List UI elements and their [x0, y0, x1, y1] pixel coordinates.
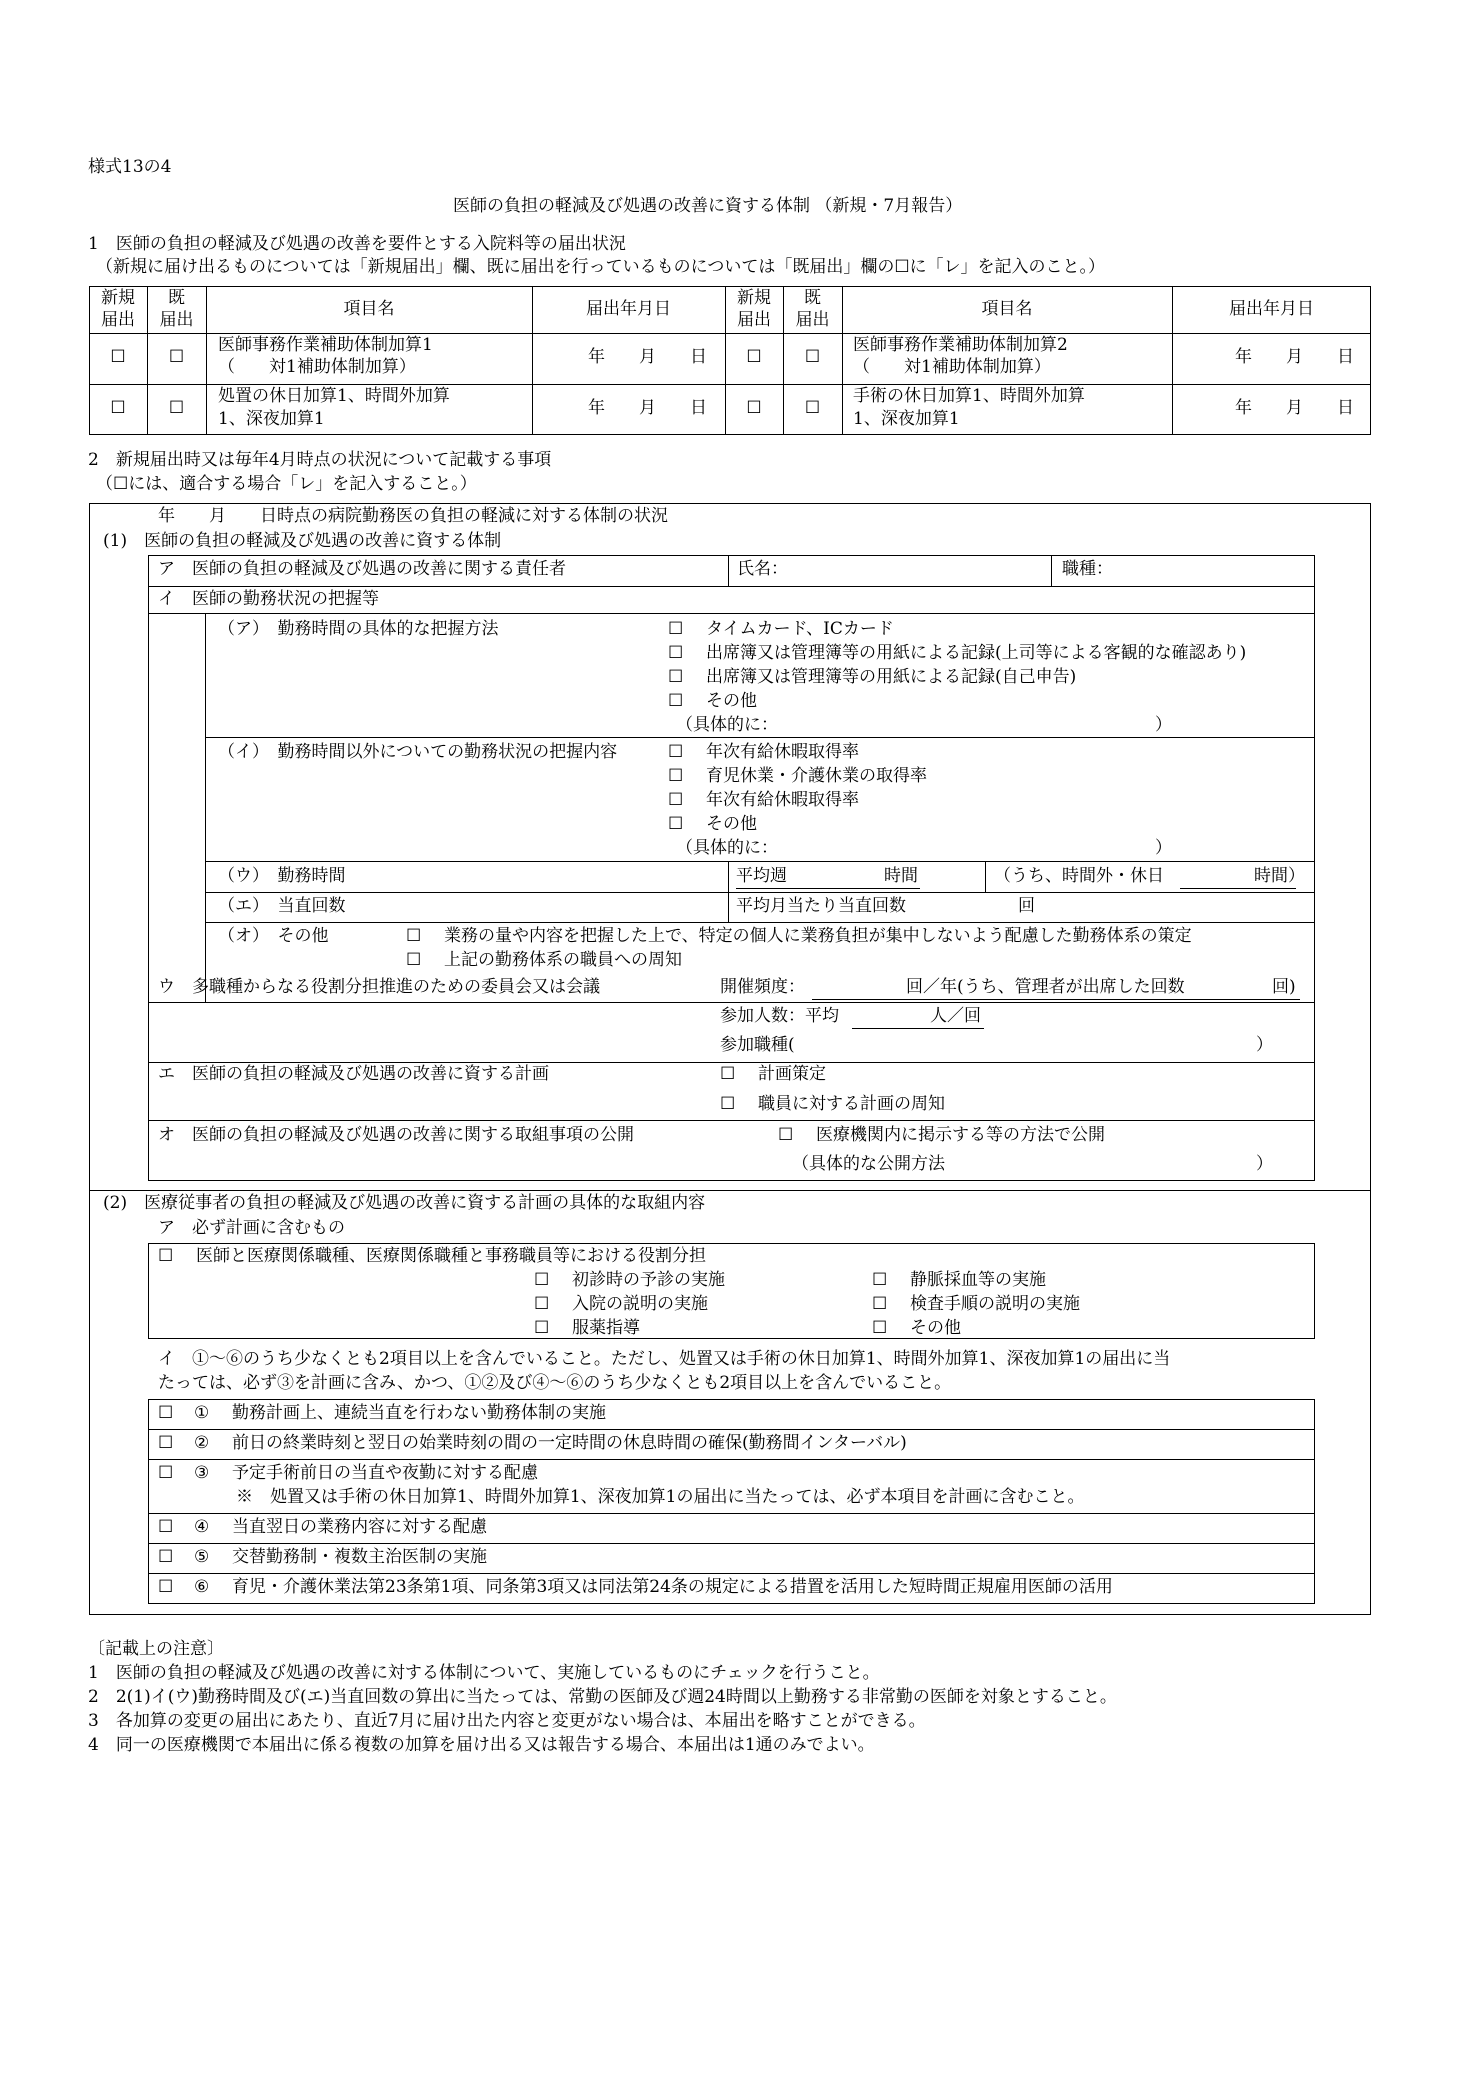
item-name-sub: 1、深夜加算1	[218, 409, 325, 429]
checkbox[interactable]: ☐	[534, 1318, 550, 1338]
responsible-title-field[interactable]: 職種：	[1062, 559, 1113, 579]
checkbox[interactable]: ☐	[158, 1433, 174, 1453]
meeting-frequency-unit[interactable]: 回／年(うち、管理者が出席した回数	[906, 977, 1185, 997]
header-existing-2b: 届出	[795, 310, 830, 330]
existing-checkbox[interactable]: ☐	[168, 398, 185, 418]
plan-item-number: ⑤	[194, 1547, 210, 1567]
checkbox[interactable]: ☐	[158, 1547, 174, 1567]
section1-instruction: （新規に届け出るものについては「新規届出」欄、既に届出を行っているものについては「既届出」欄の☐に「レ」を記入のこと。）	[96, 257, 1106, 277]
option-label: 静脈採血等の実施	[910, 1270, 1046, 1290]
work-hours-label: （ウ） 勤務時間	[218, 866, 346, 886]
participants-unit[interactable]: 人／回	[930, 1006, 981, 1026]
header-new-2: 届出	[101, 310, 135, 330]
section1-heading: 1 医師の負担の軽減及び処遇の改善を要件とする入院料等の届出状況	[88, 234, 626, 254]
item-name-sub: 1、深夜加算1	[853, 409, 960, 429]
item-name: 医師事務作業補助体制加算1	[218, 335, 433, 355]
option-label: 計画策定	[758, 1064, 826, 1084]
plan-item-number: ⑥	[194, 1577, 210, 1597]
required-items-label: ア 必ず計画に含むもの	[158, 1218, 345, 1238]
new-checkbox[interactable]: ☐	[110, 398, 126, 418]
part1-heading: (1) 医師の負担の軽減及び処遇の改善に資する体制	[103, 531, 502, 551]
header-date: 届出年月日	[586, 299, 671, 319]
plan-label: エ 医師の負担の軽減及び処遇の改善に資する計画	[158, 1064, 549, 1084]
checkbox[interactable]: ☐	[406, 926, 422, 946]
existing-checkbox[interactable]: ☐	[804, 347, 821, 367]
option-label: 出席簿又は管理簿等の用紙による記録(自己申告)	[706, 667, 1077, 687]
participant-jobs-field[interactable]: 参加職種(	[720, 1035, 795, 1055]
night-duty-unit[interactable]: 回	[1018, 896, 1035, 916]
header-existing-2: 届出	[159, 310, 194, 330]
responsible-name-field[interactable]: 氏名：	[737, 559, 788, 579]
checkbox[interactable]: ☐	[872, 1294, 888, 1314]
option-label: 服薬指導	[572, 1318, 640, 1338]
plan-item-text: 当直翌日の業務内容に対する配慮	[232, 1517, 487, 1537]
checkbox[interactable]: ☐	[158, 1246, 174, 1266]
night-duty-average: 平均月当たり当直回数	[736, 896, 906, 916]
checkbox[interactable]: ☐	[720, 1094, 736, 1114]
filing-date[interactable]: 年 月 日	[588, 347, 707, 367]
role-sharing-label: 医師と医療関係職種、医療関係職種と事務職員等における役割分担	[196, 1246, 706, 1266]
header-new-2b: 届出	[737, 310, 771, 330]
new-checkbox[interactable]: ☐	[110, 347, 126, 367]
status-date-line[interactable]: 年 月 日時点の病院勤務医の負担の軽減に対する体制の状況	[158, 506, 668, 526]
checkbox[interactable]: ☐	[668, 790, 684, 810]
average-weekly-unit[interactable]: 時間	[884, 866, 918, 886]
checkbox[interactable]: ☐	[158, 1577, 174, 1597]
header-item: 項目名	[343, 299, 395, 319]
checkbox[interactable]: ☐	[668, 619, 684, 639]
option-label: 医療機関内に掲示する等の方法で公開	[816, 1125, 1105, 1145]
close-paren: ）	[1155, 838, 1172, 858]
plan-item-text: 育児・介護休業法第23条第1項、同条第3項又は同法第24条の規定による措置を活用した短時間正規雇用医師の活用	[232, 1577, 1113, 1597]
filing-date[interactable]: 年 月 日	[588, 398, 707, 418]
header-existing-1: 既	[168, 288, 185, 308]
plan-item-number: ④	[194, 1517, 210, 1537]
plan-item-number: ③	[194, 1463, 210, 1483]
checkbox[interactable]: ☐	[668, 742, 684, 762]
average-weekly-label: 平均週	[736, 866, 787, 886]
option-label: その他	[910, 1318, 961, 1338]
option-label: 初診時の予診の実施	[572, 1270, 725, 1290]
option-label: その他	[706, 814, 757, 834]
plan-item-text: 勤務計画上、連続当直を行わない勤務体制の実施	[232, 1403, 606, 1423]
checkbox[interactable]: ☐	[158, 1403, 174, 1423]
header-date-b: 届出年月日	[1229, 299, 1314, 319]
overtime-unit[interactable]: 時間）	[1254, 866, 1305, 886]
checkbox[interactable]: ☐	[534, 1270, 550, 1290]
meeting-frequency-label: 開催頻度：	[720, 977, 805, 997]
option-label: 入院の説明の実施	[572, 1294, 708, 1314]
checkbox[interactable]: ☐	[668, 766, 684, 786]
note-item: 2 2(1)イ(ウ)勤務時間及び(エ)当直回数の算出に当たっては、常勤の医師及び週24時間以上勤務する非常勤の医師を対象とすること。	[88, 1687, 1117, 1707]
form-number: 様式13の4	[88, 157, 172, 177]
specific-field[interactable]: （具体的に：	[676, 715, 778, 735]
header-existing-1b: 既	[804, 288, 821, 308]
option-label: 年次有給休暇取得率	[706, 742, 859, 762]
plan-item-text: 予定手術前日の当直や夜勤に対する配慮	[232, 1463, 538, 1483]
note-item: 3 各加算の変更の届出にあたり、直近7月に届け出た内容と変更がない場合は、本届出を略すことができる。	[88, 1711, 926, 1731]
overtime-label: （うち、時間外・休日	[994, 866, 1164, 886]
committee-label: ウ 多職種からなる役割分担推進のための委員会又は会議	[158, 977, 600, 997]
condition-text-1: イ ①～⑥のうち少なくとも2項目以上を含んでいること。ただし、処置又は手術の休日加算1、時間外加算1、深夜加算1の届出に当	[158, 1349, 1171, 1369]
option-label: 職員に対する計画の周知	[758, 1094, 945, 1114]
night-duty-label: （エ） 当直回数	[218, 896, 346, 916]
disclosure-method-field[interactable]: （具体的な公開方法	[792, 1154, 945, 1174]
option-label: 業務の量や内容を把握した上で、特定の個人に業務負担が集中しないよう配慮した勤務体系の策定	[444, 926, 1192, 946]
checkbox[interactable]: ☐	[872, 1270, 888, 1290]
item-name: 手術の休日加算1、時間外加算	[853, 386, 1085, 406]
work-hours-method-label: （ア） 勤務時間の具体的な把握方法	[218, 619, 499, 639]
notes-heading: 〔記載上の注意〕	[88, 1639, 224, 1659]
close-paren: ）	[1155, 715, 1172, 735]
plan-item-text: 交替勤務制・複数主治医制の実施	[232, 1547, 487, 1567]
filing-date[interactable]: 年 月 日	[1235, 398, 1354, 418]
part2-heading: (2) 医療従事者の負担の軽減及び処遇の改善に資する計画の具体的な取組内容	[103, 1193, 706, 1213]
disclosure-label: オ 医師の負担の軽減及び処遇の改善に関する取組事項の公開	[158, 1125, 634, 1145]
header-new-1: 新規	[101, 288, 135, 308]
checkbox[interactable]: ☐	[534, 1294, 550, 1314]
checkbox[interactable]: ☐	[720, 1064, 736, 1084]
item-name-sub: （ 対1補助体制加算）	[218, 357, 416, 377]
note-item: 4 同一の医療機関で本届出に係る複数の加算を届け出る又は報告する場合、本届出は1通のみでよい。	[88, 1735, 875, 1755]
section2-instruction: （☐には、適合する場合「レ」を記入すること。）	[96, 474, 477, 494]
option-label: 出席簿又は管理簿等の用紙による記録(上司等による客観的な確認あり)	[706, 643, 1247, 663]
participants-label: 参加人数：平均	[720, 1006, 839, 1026]
note-item: 1 医師の負担の軽減及び処遇の改善に対する体制について、実施しているものにチェックを行うこと。	[88, 1663, 880, 1683]
work-status-content-label: （イ） 勤務時間以外についての勤務状況の把握内容	[218, 742, 618, 762]
specific-field[interactable]: （具体的に：	[676, 838, 778, 858]
new-checkbox[interactable]: ☐	[746, 398, 762, 418]
header-new-1b: 新規	[737, 288, 771, 308]
checkbox[interactable]: ☐	[668, 667, 684, 687]
checkbox[interactable]: ☐	[158, 1517, 174, 1537]
existing-checkbox[interactable]: ☐	[168, 347, 185, 367]
filing-date[interactable]: 年 月 日	[1235, 347, 1354, 367]
option-label: 育児休業・介護休業の取得率	[706, 766, 927, 786]
item-name: 医師事務作業補助体制加算2	[853, 335, 1068, 355]
checkbox[interactable]: ☐	[668, 643, 684, 663]
page-title: 医師の負担の軽減及び処遇の改善に資する体制 （新規・7月報告）	[453, 196, 963, 216]
checkbox[interactable]: ☐	[872, 1318, 888, 1338]
option-label: 上記の勤務体系の職員への周知	[444, 950, 682, 970]
other-label: （オ） その他	[218, 926, 329, 946]
plan-item-number: ②	[194, 1433, 210, 1453]
checkbox[interactable]: ☐	[406, 950, 422, 970]
header-item-b: 項目名	[981, 299, 1033, 319]
plan-item-number: ①	[194, 1403, 210, 1423]
checkbox[interactable]: ☐	[668, 691, 684, 711]
plan-item-text: 前日の終業時刻と翌日の始業時刻の間の一定時間の休息時間の確保(勤務間インターバル)	[232, 1433, 907, 1453]
section2-heading: 2 新規届出時又は毎年4月時点の状況について記載する事項	[88, 450, 552, 470]
option-label: 検査手順の説明の実施	[910, 1294, 1080, 1314]
manager-attend-unit[interactable]: 回)	[1272, 977, 1296, 997]
item-name: 処置の休日加算1、時間外加算	[218, 386, 450, 406]
new-checkbox[interactable]: ☐	[746, 347, 762, 367]
close-paren: ）	[1256, 1154, 1273, 1174]
option-label: 年次有給休暇取得率	[706, 790, 859, 810]
plan-item-note: ※ 処置又は手術の休日加算1、時間外加算1、深夜加算1の届出に当たっては、必ず本項目を計画に含むこと。	[236, 1487, 1085, 1507]
work-status-label: イ 医師の勤務状況の把握等	[158, 589, 379, 609]
existing-checkbox[interactable]: ☐	[804, 398, 821, 418]
item-name-sub: （ 対1補助体制加算）	[853, 357, 1051, 377]
option-label: その他	[706, 691, 757, 711]
checkbox[interactable]: ☐	[668, 814, 684, 834]
responsible-person-label: ア 医師の負担の軽減及び処遇の改善に関する責任者	[158, 559, 566, 579]
checkbox[interactable]: ☐	[778, 1125, 794, 1145]
close-paren: ）	[1256, 1035, 1273, 1055]
option-label: タイムカード、ICカード	[706, 619, 894, 639]
checkbox[interactable]: ☐	[158, 1463, 174, 1483]
condition-text-2: たっては、必ず③を計画に含み、かつ、①②及び④～⑥のうち少なくとも2項目以上を含んでいること。	[158, 1373, 952, 1393]
